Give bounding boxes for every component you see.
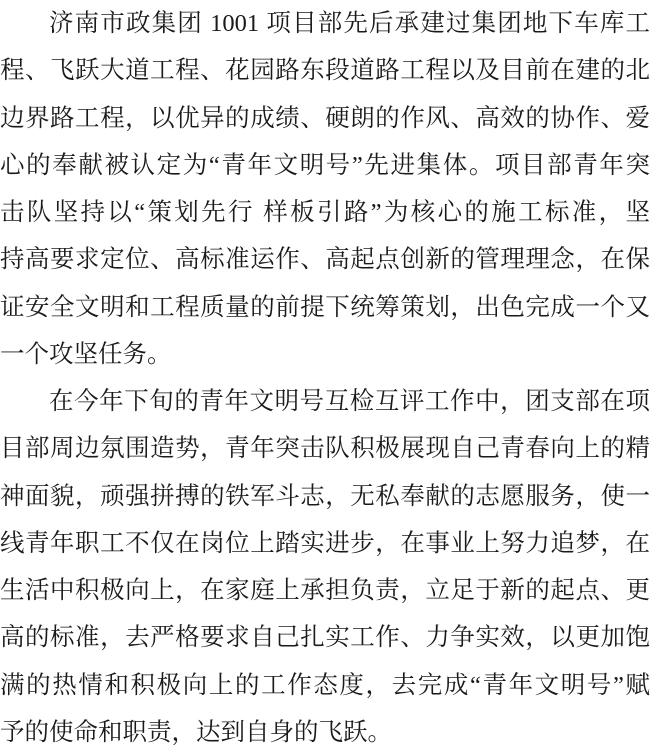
text-line: 在今年下旬的青年文明号互检互评工作中，团支部在项 <box>49 388 650 415</box>
text-line: 线青年职工不仅在岗位上踏实进步，在事业上努力追梦，在 <box>0 529 650 557</box>
text-line: 一个攻坚任务。 <box>0 340 172 368</box>
text-line: 目部周边氛围造势，青年突击队积极展现自己青春向上的精 <box>0 435 650 463</box>
text-line: 神面貌，顽强拼搏的铁军斗志，无私奉献的志愿服务，使一 <box>0 482 650 510</box>
text-line: 程、飞跃大道工程、花园路东段道路工程以及目前在建的北 <box>0 57 650 85</box>
text-line: 高的标准，去严格要求自己扎实工作、力争实效，以更加饱 <box>0 624 650 652</box>
text-line: 予的使命和职责，达到自身的飞跃。 <box>0 718 392 746</box>
text-line: 生活中积极向上，在家庭上承担负责，立足于新的起点、更 <box>0 577 650 604</box>
text-line: 满的热情和积极向上的工作态度，去完成“青年文明号”赋 <box>0 671 650 699</box>
text-line: 济南市政集团 1001 项目部先后承建过集团地下车库工 <box>49 10 650 37</box>
text-line: 边界路工程，以优异的成绩、硬朗的作风、高效的协作、爱 <box>0 104 650 132</box>
paragraph <box>0 378 650 756</box>
text-line: 持高要求定位、高标准运作、高起点创新的管理理念，在保 <box>0 246 650 274</box>
text-line: 证安全文明和工程质量的前提下统筹策划，出色完成一个又 <box>0 293 650 321</box>
text-line: 击队坚持以“策划先行 样板引路”为核心的施工标准，坚 <box>0 199 650 226</box>
text-line: 心的奉献被认定为“青年文明号”先进集体。项目部青年突 <box>0 151 650 179</box>
